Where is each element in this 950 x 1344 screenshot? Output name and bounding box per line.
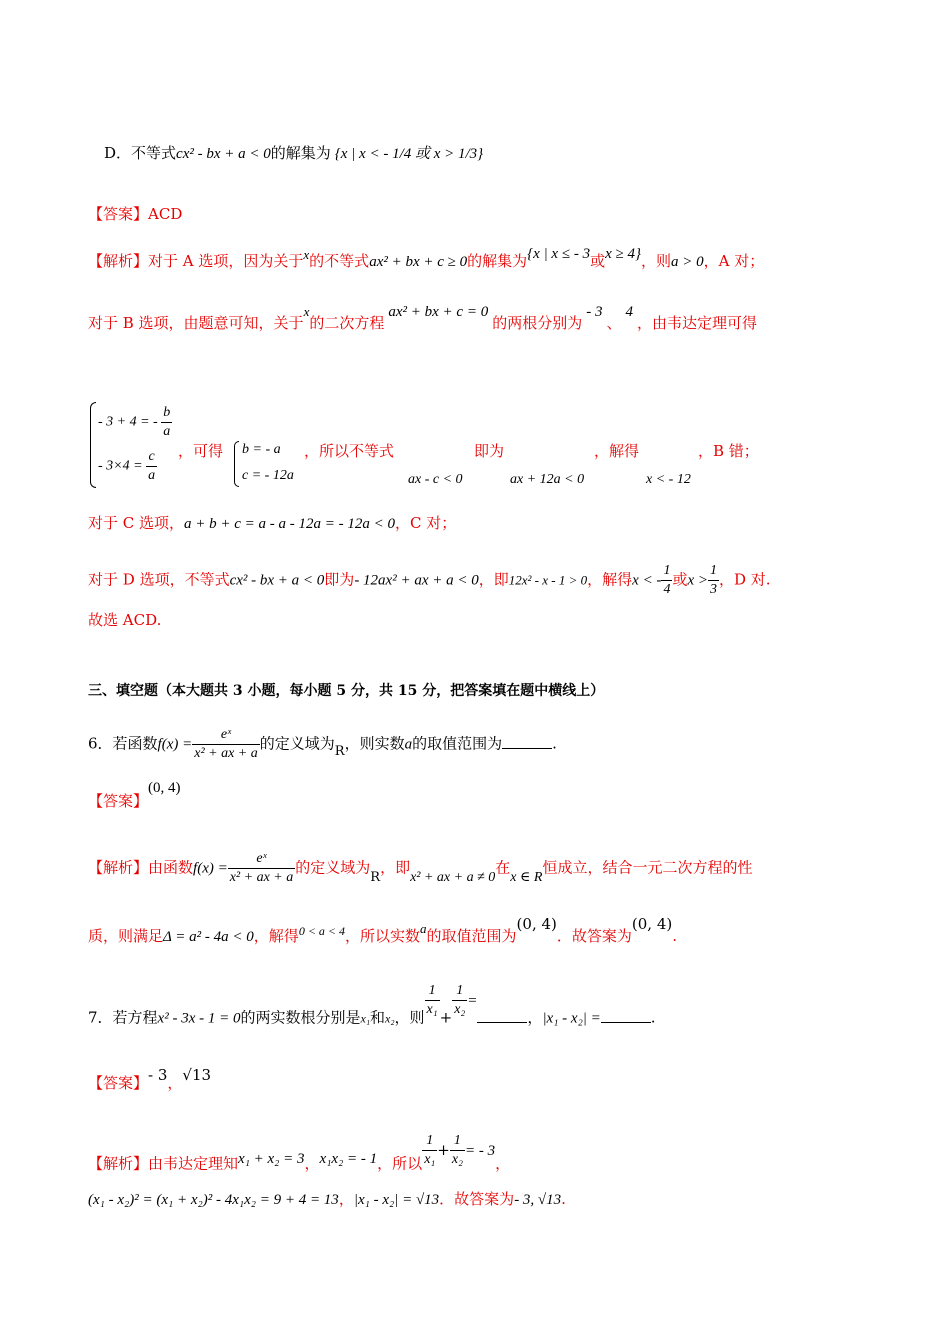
analysis-tag: 【解析】 bbox=[88, 1154, 149, 1173]
text: ， bbox=[338, 1190, 354, 1208]
math: ax² + bx + c = 0 bbox=[388, 304, 489, 320]
text: . bbox=[552, 734, 557, 753]
math: 0 < a < 4 bbox=[298, 924, 346, 938]
text: 由函数 bbox=[148, 858, 194, 877]
math: x₁ + x₂ = 3 bbox=[238, 1150, 305, 1167]
option-d-label: D．不等式 bbox=[104, 144, 177, 162]
text: ，A 对； bbox=[703, 252, 765, 270]
num: b bbox=[161, 404, 172, 423]
q7-answer bbox=[88, 1066, 212, 1094]
math: - 3×4 = bbox=[98, 458, 143, 474]
answer-value: ACD bbox=[148, 205, 183, 223]
math: x₂ bbox=[385, 1011, 395, 1026]
text: ， bbox=[304, 1154, 320, 1173]
math: ax² + bx + c ≥ 0 bbox=[369, 254, 468, 270]
math: 4 bbox=[625, 304, 633, 320]
text: 的不等式 bbox=[309, 252, 370, 270]
math: x₁ bbox=[360, 1011, 370, 1026]
math: a > 0 bbox=[671, 254, 704, 270]
fraction bbox=[192, 726, 260, 763]
text: 、 bbox=[606, 314, 622, 332]
math: x bbox=[303, 304, 310, 319]
den: x² + ax + a bbox=[229, 870, 294, 885]
q5-analysis-c bbox=[88, 512, 456, 535]
math: |x₁ - x₂| = √13 bbox=[353, 1192, 440, 1208]
q5-analysis-b bbox=[88, 304, 757, 335]
math: (x₁ - x₂)² = (x₁ + x₂)² - 4x₁x₂ = 9 + 4 = 13 bbox=[88, 1192, 339, 1208]
text: ，解得 bbox=[253, 927, 299, 945]
q5-b6: ，B 错； bbox=[698, 442, 759, 460]
q5-b4e: ax + 12a < 0 bbox=[510, 472, 585, 487]
den: a bbox=[163, 424, 171, 439]
fraction bbox=[228, 850, 296, 887]
math: 12x² - x - 1 > 0 bbox=[508, 572, 588, 588]
q5-answer bbox=[88, 203, 182, 225]
math: (0, 4) bbox=[516, 915, 557, 933]
math: - 3 + 4 = - bbox=[98, 414, 158, 430]
text: ．故答案为 bbox=[556, 927, 632, 945]
analysis-tag: 【解析】 bbox=[88, 858, 149, 877]
text: 的二次方程 bbox=[309, 314, 385, 332]
text: ，则 bbox=[640, 252, 671, 270]
text: 的定义域为 bbox=[295, 858, 371, 877]
answer-value: (0, 4) bbox=[148, 780, 181, 796]
math: = - 3 bbox=[464, 1142, 496, 1159]
math: x² - 3x - 1 = 0 bbox=[157, 1010, 241, 1027]
text: ，C 对； bbox=[395, 514, 457, 532]
math: Δ = a² - 4a < 0 bbox=[163, 929, 254, 945]
text: 的解集为 bbox=[467, 252, 528, 270]
math: x ∈ R bbox=[510, 869, 543, 885]
text: ，则 bbox=[394, 1008, 425, 1027]
answer-blank-1[interactable] bbox=[477, 1008, 527, 1023]
math: R bbox=[370, 869, 381, 885]
option-d bbox=[104, 142, 483, 165]
math: f(x) = bbox=[193, 860, 228, 877]
text: ．故答案为 bbox=[439, 1190, 515, 1208]
text: . bbox=[561, 1190, 566, 1208]
den: x² + ax + a bbox=[194, 746, 258, 761]
text: 7．若方程 bbox=[88, 1008, 158, 1027]
text: . bbox=[672, 927, 677, 945]
text: 或 bbox=[590, 252, 606, 270]
answer-blank[interactable] bbox=[502, 734, 552, 749]
q6-question bbox=[88, 726, 557, 763]
text: ，即 bbox=[478, 570, 509, 589]
system-eq-4: c = - 12a bbox=[242, 468, 294, 483]
q5-analysis-d bbox=[88, 562, 771, 599]
text: 6．若函数 bbox=[88, 734, 158, 753]
math: x ≥ 4} bbox=[605, 246, 641, 262]
den: x₁ bbox=[424, 1152, 436, 1167]
text: 恒成立，结合一元二次方程的性 bbox=[542, 858, 753, 877]
answer-tag: 【答案】 bbox=[88, 205, 149, 223]
q7-question: 7．若方程x² - 3x - 1 = 0的两实数根分别是x₁和x₂，则 $\frac{1}{\text{x₁}}$ + $\frac{1}{\text{x₂}}$ =，|x₁ - x₂| = . bbox=[88, 983, 656, 1027]
math: R bbox=[334, 743, 345, 759]
text: 和 bbox=[370, 1008, 386, 1027]
text: ，由韦达定理可得 bbox=[636, 314, 757, 332]
text: . bbox=[650, 1008, 656, 1027]
math: - 3 bbox=[586, 304, 603, 320]
math: a bbox=[404, 736, 413, 753]
text: ， bbox=[527, 1008, 543, 1027]
text: 或 bbox=[672, 570, 688, 589]
text: ，所以实数 bbox=[345, 927, 421, 945]
system-eq-3: b = - a bbox=[242, 442, 281, 457]
q5-b3: ，所以不等式 bbox=[304, 442, 395, 460]
text: 即为 bbox=[324, 570, 355, 589]
den: a bbox=[148, 468, 156, 483]
text: 对于 C 选项， bbox=[88, 514, 185, 532]
q5-b4: 即为 bbox=[474, 442, 505, 460]
fraction bbox=[146, 448, 157, 485]
analysis-tag: 【解析】 bbox=[88, 252, 149, 270]
system-eq-1 bbox=[98, 404, 172, 441]
math: - 12ax² + ax + a < 0 bbox=[354, 572, 479, 589]
den: x₁ bbox=[426, 1002, 438, 1017]
text: 对于 A 选项，因为关于 bbox=[148, 252, 304, 270]
math: = bbox=[467, 992, 478, 1009]
math: x bbox=[303, 247, 310, 262]
text: ，D 对. bbox=[718, 570, 771, 589]
den: x₂ bbox=[451, 1152, 463, 1167]
option-d-set: {x | x < - 1/4 或 x > 1/3} bbox=[334, 146, 484, 162]
text: ， bbox=[167, 1074, 183, 1092]
math: x₁x₂ = - 1 bbox=[319, 1150, 378, 1167]
math: {x | x ≤ - 3 bbox=[527, 246, 591, 262]
text: 的两实数根分别是 bbox=[240, 1008, 361, 1027]
math: a bbox=[420, 921, 427, 936]
system-brace-1 bbox=[90, 402, 96, 488]
fraction: $\frac{1}{3}$ bbox=[709, 563, 717, 597]
q6-answer bbox=[88, 780, 181, 813]
fraction: $\frac{1}{\text{x₁}}$ bbox=[426, 983, 438, 1017]
answer-blank-2[interactable] bbox=[601, 1008, 651, 1023]
q5-b5e: x < - 12 bbox=[646, 472, 691, 487]
math: f(x) = bbox=[157, 736, 193, 753]
text: 对于 D 选项，不等式 bbox=[88, 570, 230, 589]
num: eˣ bbox=[192, 726, 260, 745]
text: 质，则满足 bbox=[88, 927, 164, 945]
fraction: $\frac{1}{\text{x₁}}$ bbox=[424, 1133, 436, 1167]
q7-analysis-1: 【解析】由韦达定理知x₁ + x₂ = 3，x₁x₂ = - 1，所以 $\frac{1}{\text{x₁}}$ + $\frac{1}{\text{x₂}}$ = - 3， bbox=[88, 1133, 511, 1173]
num: eˣ bbox=[228, 850, 296, 869]
fraction bbox=[161, 404, 172, 441]
text: ，即 bbox=[380, 858, 411, 877]
system-eq-2 bbox=[98, 448, 157, 485]
math: (0, 4) bbox=[631, 915, 673, 933]
answer-tag: 【答案】 bbox=[88, 1074, 149, 1092]
q5-b3e: ax - c < 0 bbox=[408, 472, 463, 487]
section-3-heading: 三、填空题（本大题共 3 小题，每小题 5 分，共 15 分，把答案填在题中横线上） bbox=[88, 683, 605, 699]
answer-value: √13 bbox=[182, 1066, 212, 1084]
math: a + b + c = a - a - 12a = - 12a < 0 bbox=[184, 516, 396, 532]
text: 的两根分别为 bbox=[492, 314, 583, 332]
text: 的取值范围为 bbox=[426, 927, 517, 945]
num: c bbox=[146, 448, 157, 467]
fraction: $\frac{1}{4}$ bbox=[663, 563, 671, 597]
math: cx² - bx + a < 0 bbox=[229, 572, 325, 589]
answer-value: - 3 bbox=[148, 1066, 168, 1084]
math: |x₁ - x₂| = bbox=[542, 1010, 601, 1027]
den: x₂ bbox=[454, 1002, 466, 1017]
text: 由韦达定理知 bbox=[148, 1154, 239, 1173]
text: 的定义域为 bbox=[259, 734, 335, 753]
fraction: $\frac{1}{\text{x₂}}$ bbox=[451, 1133, 463, 1167]
answer-tag: 【答案】 bbox=[88, 792, 149, 810]
q5-conclusion: 故选 ACD. bbox=[88, 611, 162, 629]
text: ，所以 bbox=[377, 1154, 423, 1173]
system-brace-2 bbox=[234, 441, 239, 487]
text: 在 bbox=[495, 858, 511, 877]
text: ， bbox=[495, 1154, 511, 1173]
q5-analysis-a bbox=[88, 246, 765, 273]
text: 的取值范围为 bbox=[412, 734, 503, 753]
math: x > bbox=[687, 572, 708, 589]
math: x < - bbox=[632, 572, 662, 589]
q5-b5: ，解得 bbox=[594, 442, 640, 460]
text: ，则实数 bbox=[344, 734, 405, 753]
fraction: $\frac{1}{\text{x₂}}$ bbox=[454, 983, 466, 1017]
q5-b2: ，可得 bbox=[178, 442, 224, 460]
q7-analysis-2 bbox=[88, 1188, 566, 1211]
text: ，解得 bbox=[587, 570, 633, 589]
q6-analysis-2 bbox=[88, 915, 677, 948]
option-d-expr: cx² - bx + a < 0 bbox=[176, 146, 271, 162]
math: - 3, √13 bbox=[514, 1192, 562, 1208]
q6-analysis-1 bbox=[88, 850, 752, 887]
math: x² + ax + a ≠ 0 bbox=[410, 869, 496, 885]
option-d-mid: 的解集为 bbox=[270, 144, 331, 162]
text: 对于 B 选项，由题意可知，关于 bbox=[88, 314, 304, 332]
